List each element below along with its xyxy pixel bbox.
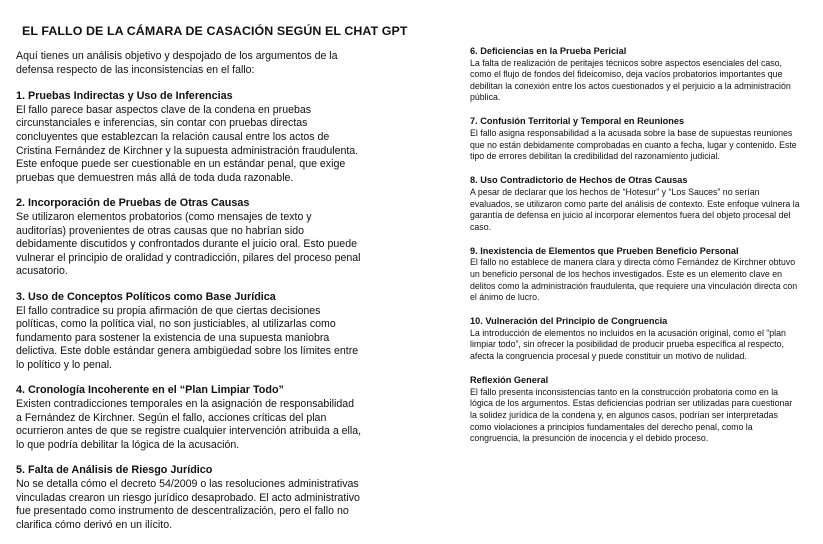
- section-heading: 6. Deficiencias en la Prueba Pericial: [470, 46, 627, 56]
- section-heading: 7. Confusión Territorial y Temporal en Reuniones: [470, 116, 685, 127]
- section-body: El fallo presenta inconsistencias tanto en la construcción probatoria como en la lógica de los argumentos. Estas deficiencias podrían ser utilizadas para cuestionar la solidez jurídica de la condena y, en algunos casos, podrían ser interpretadas como violaciones a principios fundamentales del derecho penal, como la congruencia, la presunción de inocencia y el debido proceso.: [470, 386, 793, 444]
- section-10: [470, 316, 800, 362]
- section-3: [16, 291, 362, 373]
- section-body: Existen contradicciones temporales en la asignación de responsabilidad a Fernández de Kirchner. Según el fallo, acciones críticas del plan ocurrieron antes de que se registre cualquier intervención atribuida a ella, lo que podría debilitar la lógica de la acusación.: [16, 398, 362, 451]
- section-heading: 10. Vulneración del Principio de Congruencia: [470, 316, 668, 327]
- section-heading: 8. Uso Contradictorio de Hechos de Otras Causas: [470, 175, 688, 186]
- section-heading: 4. Cronología Incoherente en el “Plan Limpiar Todo”: [16, 384, 284, 397]
- section-body: El fallo parece basar aspectos clave de la condena en pruebas circunstanciales e inferencias, sin contar con pruebas directas concluyentes que establezcan la relación causal entre los actos de Cristina Fernández de Kirchner y la supuesta administración fraudulenta. Este enfoque puede ser cuestionable en un estándar penal, que exige pruebas que demuestren más allá de toda duda razonable.: [16, 103, 359, 184]
- intro-paragraph: Aquí tienes un análisis objetivo y despojado de los argumentos de la defensa respecto de las inconsistencias en el fallo:: [16, 50, 338, 76]
- section-body: El fallo contradice su propia afirmación de que ciertas decisiones políticas, como la política vial, no son justiciables, al utilizarlas como fundamento para sostener la existencia de una supuesta maniobra delictiva. Este doble estándar genera ambigüedad sobre los límites entre lo político y lo penal.: [16, 304, 359, 371]
- section-9: [470, 246, 800, 304]
- section-body: A pesar de declarar que los hechos de “Hotesur” y “Los Sauces” no serían evaluados, se utilizaron como parte del análisis de contexto. Este enfoque vulnera la garantía de defensa en juicio al incorporar elementos fuera del objeto procesal del caso.: [470, 186, 800, 232]
- document-title: EL FALLO DE LA CÁMARA DE CASACIÓN SEGÚN EL CHAT GPT: [22, 24, 408, 38]
- right-column: [470, 46, 800, 457]
- section-7: [470, 116, 800, 162]
- section-heading: 1. Pruebas Indirectas y Uso de Inferencias: [16, 90, 233, 103]
- section-8: [470, 175, 800, 233]
- left-column: [16, 50, 362, 544]
- section-6: [470, 46, 800, 104]
- section-body: Se utilizaron elementos probatorios (como mensajes de texto y auditorías) provenientes de otras causas que no habrían sido debidamente discutidos y confrontados durante el juicio oral. Esto puede vulnerar el principio de oralidad y contradicción, pilares del proceso penal acusatorio.: [16, 210, 361, 278]
- section-body: El fallo asigna responsabilidad a la acusada sobre la base de supuestas reuniones que no están debidamente comprobadas en cuanto a fecha, lugar y contenido. Este tipo de errores debilitan la credibilidad del razonamiento judicial.: [470, 128, 797, 162]
- section-body: La introducción de elementos no incluidos en la acusación original, como el “plan limpiar todo”, sin ofrecer la posibilidad de producir prueba específica al respecto, afecta la congruencia procesal y puede constituir un motivo de nulidad.: [470, 327, 786, 362]
- section-4: [16, 384, 362, 452]
- section-1: [16, 90, 362, 185]
- section-body: La falta de realización de peritajes técnicos sobre aspectos esenciales del caso, como el flujo de fondos del fideicomiso, deja vacíos probatorios importantes que debilitan la conexión entre los actos cuestionados y el perjuicio a la administración pública.: [470, 57, 791, 103]
- section-heading: 2. Incorporación de Pruebas de Otras Causas: [16, 197, 250, 210]
- section-5: [16, 464, 362, 532]
- section-heading: 9. Inexistencia de Elementos que Prueben Beneficio Personal: [470, 245, 739, 256]
- section-body: El fallo no establece de manera clara y directa cómo Fernández de Kirchner obtuvo un beneficio personal de los hechos investigados. Este es un elemento clave en delitos como la administración fraudulenta, que requiere una vinculación directa con el ánimo de lucro.: [470, 257, 798, 303]
- section-body: No se detalla cómo el decreto 54/2009 o las resoluciones administrativas vinculadas crearon un riesgo jurídico desaprobado. El acto administrativo fue presentado como instrumento de descentralización, pero el fallo no clarifica cómo derivó en un ilícito.: [16, 478, 360, 531]
- section-reflexion-general: [470, 375, 800, 445]
- section-heading: Reflexión General: [470, 375, 549, 386]
- section-heading: 3. Uso de Conceptos Políticos como Base Jurídica: [16, 290, 276, 303]
- section-2: [16, 197, 362, 279]
- section-heading: 5. Falta de Análisis de Riesgo Jurídico: [16, 464, 213, 477]
